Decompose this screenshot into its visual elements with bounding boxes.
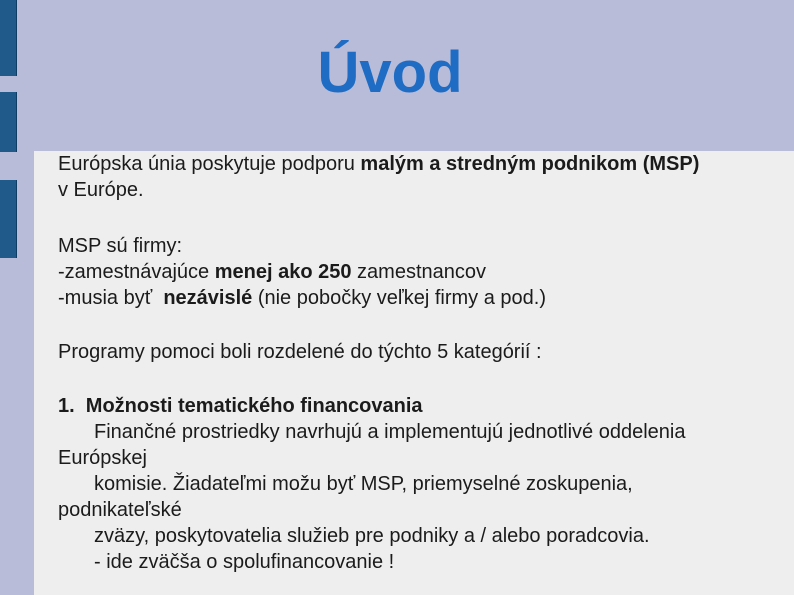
bullet2-bold: nezávislé bbox=[163, 287, 253, 309]
spacer bbox=[58, 311, 770, 339]
spacer bbox=[58, 365, 770, 393]
intro-bold: malým a stredným podnikom (MSP) bbox=[360, 153, 700, 175]
category-1 bbox=[58, 393, 770, 575]
bullet1-bold: menej ako 250 bbox=[214, 261, 352, 283]
category-1-line4: podnikateľské bbox=[58, 499, 182, 521]
bullet1-post: zamestnancov bbox=[351, 261, 487, 283]
programs-paragraph: Programy pomoci boli rozdelené do týchto 5 kategórií : bbox=[58, 341, 542, 363]
content-box bbox=[34, 151, 794, 595]
bullet2-post: (nie pobočky veľkej firmy a pod.) bbox=[252, 287, 546, 309]
msp-intro: MSP sú firmy: bbox=[58, 235, 183, 257]
category-1-line3: komisie. Žiadateľmi možu byť MSP, priemyselné zoskupenia, bbox=[94, 473, 633, 495]
intro-text: Európska únia poskytuje podporu bbox=[58, 153, 361, 175]
side-bar-bottom bbox=[0, 180, 17, 258]
msp-definition bbox=[58, 233, 770, 311]
category-1-line6: - ide zväčša o spolufinancovanie ! bbox=[94, 551, 395, 573]
spacer bbox=[58, 203, 770, 233]
category-1-line5: zväzy, poskytovatelia služieb pre podniky a / alebo poradcovia. bbox=[94, 525, 650, 547]
category-1-title: 1. Možnosti tematického financovania bbox=[58, 395, 423, 417]
category-1-line2: Európskej bbox=[58, 447, 147, 469]
bullet2-pre: -musia byť bbox=[58, 287, 164, 309]
bullet1-pre: -zamestnávajúce bbox=[58, 261, 215, 283]
category-1-line1: Finančné prostriedky navrhujú a implementujú jednotlivé oddelenia bbox=[94, 421, 686, 443]
intro-paragraph bbox=[58, 151, 770, 203]
intro-line2: v Európe. bbox=[58, 179, 144, 201]
slide-title: Úvod bbox=[317, 40, 463, 105]
